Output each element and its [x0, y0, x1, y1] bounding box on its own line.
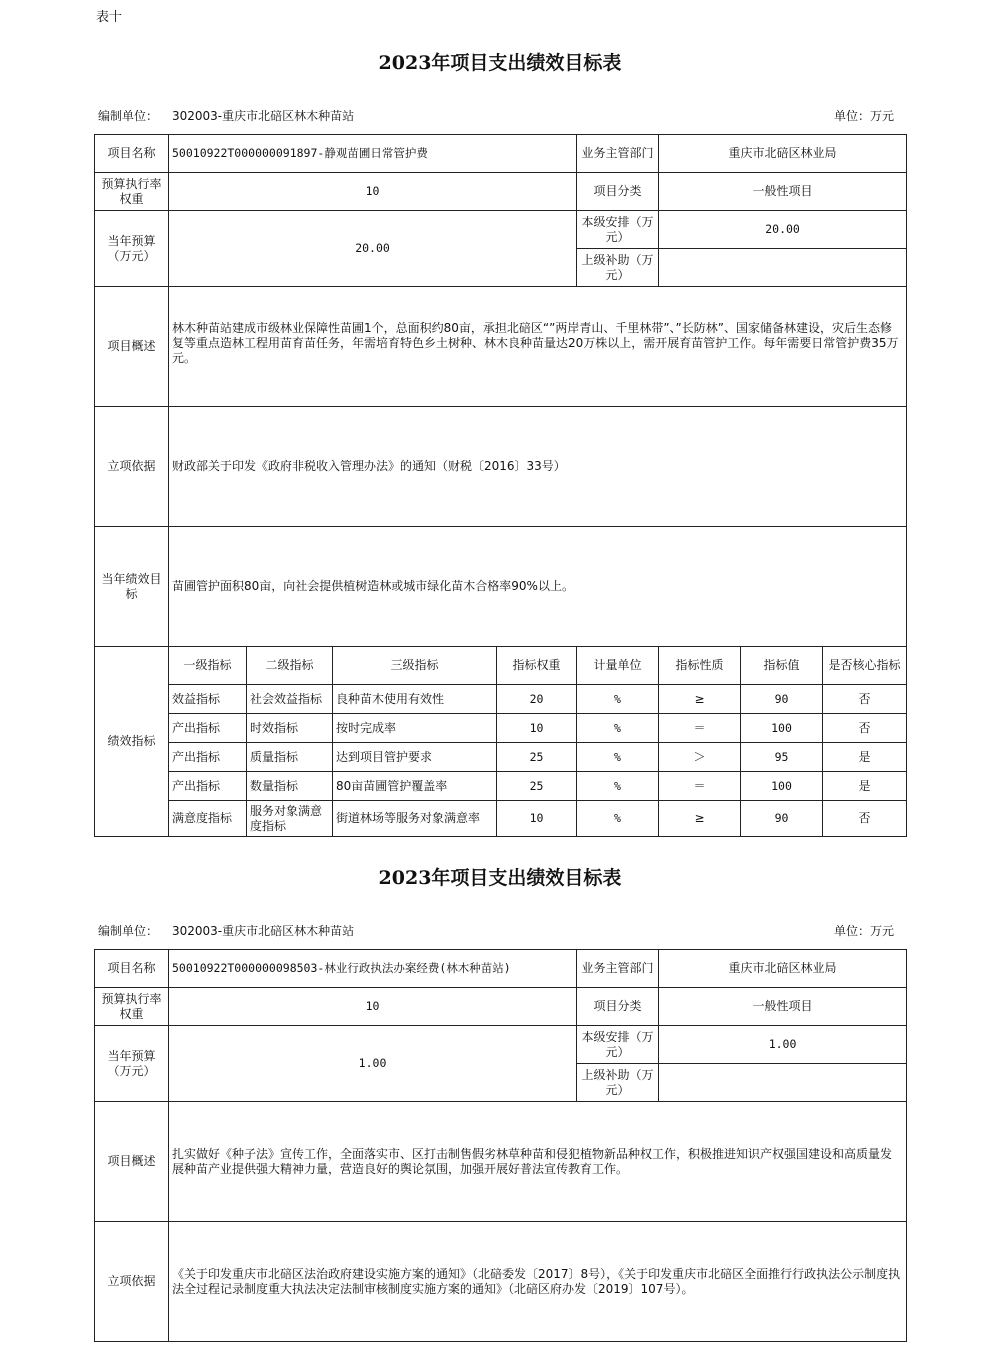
overview-label: 项目概述: [95, 1102, 169, 1222]
category-value: 一般性项目: [659, 173, 907, 211]
indicator-level3: 良种苗木使用有效性: [333, 685, 497, 714]
indicator-nature: ≥: [659, 801, 741, 837]
indicator-unit: %: [577, 743, 659, 772]
goal-text: 苗圃管护面积80亩，向社会提供植树造林或城市绿化苗木合格率90%以上。: [169, 527, 907, 647]
table-row: [95, 714, 907, 743]
goal-label: 当年绩效目标: [95, 527, 169, 647]
indicator-unit: %: [577, 685, 659, 714]
category-value: 一般性项目: [659, 988, 907, 1026]
compile-unit-value: 302003-重庆市北碚区林木种苗站: [172, 924, 355, 938]
header-weight: 指标权重: [497, 647, 577, 685]
page-title: 2023年项目支出绩效目标表: [378, 52, 622, 74]
compile-unit-label: 编制单位：: [98, 924, 159, 938]
indicator-unit: %: [577, 801, 659, 837]
indicator-level1: 产出指标: [169, 743, 247, 772]
basis-text: 《关于印发重庆市北碚区法治政府建设实施方案的通知》（北碚委发〔2017〕8号），《关于印发重庆市北碚区全面推行行政执法公示制度执法全过程记录制度重大执法决定法制审核制度实施方案的通知》（北碚区府办发〔2019〕107号）。: [169, 1222, 907, 1342]
indicators-label: 绩效指标: [95, 647, 169, 837]
indicator-level2: 社会效益指标: [247, 685, 333, 714]
indicator-value: 90: [741, 801, 823, 837]
compile-unit-value: 302003-重庆市北碚区林木种苗站: [172, 109, 355, 123]
overview-label: 项目概述: [95, 287, 169, 407]
indicator-core: 否: [823, 801, 907, 837]
category-label: 项目分类: [577, 988, 659, 1026]
project-name-label: 项目名称: [95, 950, 169, 988]
header-level2: 二级指标: [247, 647, 333, 685]
budget-value: 20.00: [169, 211, 577, 287]
header-unit: 计量单位: [577, 647, 659, 685]
overview-text: 林木种苗站建成市级林业保障性苗圃1个，总面积约80亩，承担北碚区“”两岸青山、千里林带”、”长防林”、国家储备林建设，灾后生态修复等重点造林工程用苗育苗任务，年需培育特色乡土树种、林木良种苗量达20万株以上，需开展育苗管护工作。每年需要日常管护费35万元。: [169, 287, 907, 407]
upper-label: 上级补助（万元）: [577, 249, 659, 287]
indicator-core: 否: [823, 685, 907, 714]
indicator-level1: 产出指标: [169, 772, 247, 801]
indicator-weight: 25: [497, 743, 577, 772]
weight-label: 预算执行率权重: [95, 988, 169, 1026]
header-core: 是否核心指标: [823, 647, 907, 685]
indicator-level2: 时效指标: [247, 714, 333, 743]
weight-value: 10: [169, 173, 577, 211]
table-row: [95, 743, 907, 772]
level-value: 1.00: [659, 1026, 907, 1064]
indicator-level3: 80亩苗圃管护覆盖率: [333, 772, 497, 801]
level-value: 20.00: [659, 211, 907, 249]
table-row: [95, 685, 907, 714]
indicator-nature: ＝: [659, 714, 741, 743]
header-value: 指标值: [741, 647, 823, 685]
level-label: 本级安排（万元）: [577, 1026, 659, 1064]
unit-label: 单位：万元: [834, 109, 895, 123]
page-title: 2023年项目支出绩效目标表: [378, 867, 622, 889]
indicator-core: 是: [823, 743, 907, 772]
indicator-weight: 10: [497, 801, 577, 837]
indicator-nature: ≥: [659, 685, 741, 714]
budget-label: 当年预算（万元）: [95, 1026, 169, 1102]
indicator-level3: 按时完成率: [333, 714, 497, 743]
header-level3: 三级指标: [333, 647, 497, 685]
indicator-value: 100: [741, 714, 823, 743]
weight-label: 预算执行率权重: [95, 173, 169, 211]
dept-label: 业务主管部门: [577, 950, 659, 988]
category-label: 项目分类: [577, 173, 659, 211]
indicator-level2: 质量指标: [247, 743, 333, 772]
indicator-level1: 满意度指标: [169, 801, 247, 837]
project-name-value: 50010922T000000091897-静观苗圃日常管护费: [169, 135, 577, 173]
table-row: [95, 772, 907, 801]
indicator-weight: 25: [497, 772, 577, 801]
indicator-level2: 数量指标: [247, 772, 333, 801]
indicator-level1: 产出指标: [169, 714, 247, 743]
performance-table: [94, 949, 907, 1342]
table-row: [95, 801, 907, 837]
basis-text: 财政部关于印发《政府非税收入管理办法》的通知（财税〔2016〕33号）: [169, 407, 907, 527]
unit-label: 单位：万元: [834, 924, 895, 938]
indicator-core: 是: [823, 772, 907, 801]
corner-label: 表十: [96, 10, 123, 25]
upper-label: 上级补助（万元）: [577, 1064, 659, 1102]
budget-value: 1.00: [169, 1026, 577, 1102]
dept-value: 重庆市北碚区林业局: [659, 950, 907, 988]
indicator-core: 否: [823, 714, 907, 743]
project-name-value: 50010922T000000098503-林业行政执法办案经费(林木种苗站): [169, 950, 577, 988]
dept-label: 业务主管部门: [577, 135, 659, 173]
indicator-level3: 达到项目管护要求: [333, 743, 497, 772]
indicator-nature: ＞: [659, 743, 741, 772]
weight-value: 10: [169, 988, 577, 1026]
indicator-level1: 效益指标: [169, 685, 247, 714]
indicator-nature: ＝: [659, 772, 741, 801]
indicator-level3: 街道林场等服务对象满意率: [333, 801, 497, 837]
level-label: 本级安排（万元）: [577, 211, 659, 249]
project-name-label: 项目名称: [95, 135, 169, 173]
indicator-weight: 10: [497, 714, 577, 743]
indicator-weight: 20: [497, 685, 577, 714]
dept-value: 重庆市北碚区林业局: [659, 135, 907, 173]
basis-label: 立项依据: [95, 407, 169, 527]
budget-label: 当年预算（万元）: [95, 211, 169, 287]
basis-label: 立项依据: [95, 1222, 169, 1342]
performance-table: [94, 134, 907, 837]
compile-unit-label: 编制单位：: [98, 109, 159, 123]
header-level1: 一级指标: [169, 647, 247, 685]
indicator-value: 90: [741, 685, 823, 714]
indicator-value: 95: [741, 743, 823, 772]
indicator-level2: 服务对象满意度指标: [247, 801, 333, 837]
indicator-unit: %: [577, 772, 659, 801]
indicator-value: 100: [741, 772, 823, 801]
upper-value: [659, 1064, 907, 1102]
indicator-unit: %: [577, 714, 659, 743]
upper-value: [659, 249, 907, 287]
header-nature: 指标性质: [659, 647, 741, 685]
overview-text: 扎实做好《种子法》宣传工作，全面落实市、区打击制售假劣林草种苗和侵犯植物新品种权工作，积极推进知识产权强国建设和高质量发展种苗产业提供强大精神力量，营造良好的舆论氛围，加强开展好普法宣传教育工作。: [169, 1102, 907, 1222]
